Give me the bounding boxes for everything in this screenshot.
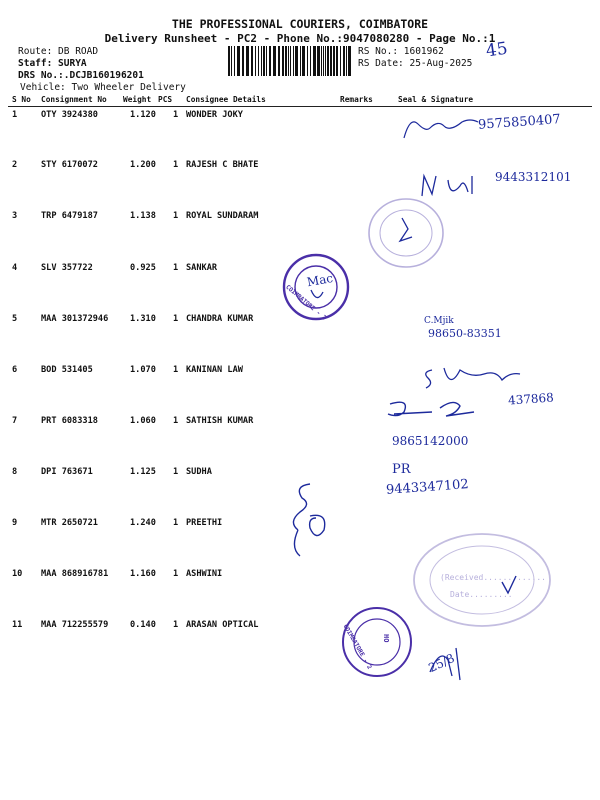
row-pcs: 1 [173,518,179,528]
svg-text:Mac: Mac [305,271,335,290]
row-consignment: BOD 531405 [41,365,93,375]
seal-row11 [340,605,414,679]
svg-text:HO: HO [382,634,390,643]
col-seal-signature: Seal & Signature [398,95,474,104]
row-pcs: 1 [173,569,179,579]
row-sno: 2 [12,160,18,170]
row-pcs: 1 [173,110,179,120]
seal-row10-received: (Received............. [440,573,546,582]
col-consignee: Consignee Details [186,95,266,104]
row-consignment: MAA 712255579 [41,620,109,630]
staff-label: Staff: SURYA [18,58,87,69]
row-consignment: MAA 301372946 [41,314,109,324]
row-weight: 1.120 [130,110,156,120]
row-consignee: RAJESH C BHATE [186,160,259,170]
row-sno: 9 [12,518,18,528]
row-sno: 6 [12,365,18,375]
row-consignee: ASHWINI [186,569,223,579]
seal-row10-date: Date......... [450,590,513,599]
signature-row2 [418,170,488,200]
row-sno: 7 [12,416,18,426]
row-weight: 1.138 [130,211,156,221]
handwritten-date-row11: 25/8 [426,650,457,676]
handwritten-phone-row5: 98650-83351 [428,327,502,340]
seal-row3 [364,193,448,273]
drs-number: DRS No.:.DCJB160196201 [18,70,144,81]
col-consignment: Consignment No [41,95,107,104]
row-consignment: MTR 2650721 [41,518,98,528]
row-consignment: SLV 357722 [41,263,93,273]
handwritten-initials-row8: PR [392,462,411,477]
row-consignee: PREETHI [186,518,223,528]
signature-row7 [384,394,494,424]
handwritten-phone-row8: 9443347102 [385,477,470,498]
seal-row4 [281,252,351,322]
row-consignee: SANKAR [186,263,218,273]
row-weight: 1.310 [130,314,156,324]
row-weight: 1.125 [130,467,156,477]
handwritten-phone-row2: 9443312101 [495,170,572,184]
row-consignee: KANINAN LAW [186,365,243,375]
row-weight: 1.160 [130,569,156,579]
runsheet-subtitle: Delivery Runsheet - PC2 - Phone No.:9047080280 - Page No.:1 [104,32,496,45]
company-title: THE PROFESSIONAL COURIERS, COIMBATORE [171,17,429,31]
row-consignee: WONDER JOKY [186,110,243,120]
row-pcs: 1 [173,365,179,375]
row-sno: 8 [12,467,18,477]
row-consignment: TRP 6479187 [41,211,98,221]
row-consignment: STY 6170072 [41,160,98,170]
row-sno: 5 [12,314,18,324]
row-consignment: OTY 3924380 [41,110,98,120]
col-sno: S No [12,95,31,104]
handwritten-number: 45 [484,38,509,62]
row-sno: 3 [12,211,18,221]
row-pcs: 1 [173,620,179,630]
row-consignee: SATHISH KUMAR [186,416,254,426]
row-weight: 1.200 [130,160,156,170]
seal-row11-text: COIMBATORE - 2 [341,623,373,671]
row-sno: 1 [12,110,18,120]
col-remarks: Remarks [340,95,373,104]
row-consignment: DPI 763671 [41,467,93,477]
row-pcs: 1 [173,160,179,170]
row-consignment: MAA 868916781 [41,569,109,579]
header-divider [8,106,592,107]
signature-row5: C.Mjik [424,316,454,326]
seal-row10 [412,530,552,630]
signature-row1 [400,110,490,144]
barcode [228,46,354,76]
handwritten-phone-row1: 9575850407 [477,112,562,133]
seal-row4-text: COIMBATORE - 2 [284,283,328,322]
row-consignee: CHANDRA KUMAR [186,314,254,324]
row-weight: 1.240 [130,518,156,528]
rs-number: RS No.: 1601962 [358,46,444,57]
row-pcs: 1 [173,416,179,426]
signature-row6 [420,362,530,392]
col-pcs: PCS [158,95,173,104]
route-label: Route: DB ROAD [18,46,99,57]
vehicle-label: Vehicle: Two Wheeler Delivery [20,82,186,93]
row-sno: 10 [12,569,23,579]
row-consignee: ROYAL SUNDARAM [186,211,259,221]
row-sno: 11 [12,620,23,630]
row-consignment: PRT 6083318 [41,416,98,426]
row-consignee: SUDHA [186,467,212,477]
row-sno: 4 [12,263,18,273]
row-consignee: ARASAN OPTICAL [186,620,259,630]
handwritten-phone-row7: 9865142000 [392,434,469,448]
col-weight: Weight [123,95,152,104]
row-pcs: 1 [173,211,179,221]
row-weight: 1.070 [130,365,156,375]
row-pcs: 1 [173,314,179,324]
row-weight: 1.060 [130,416,156,426]
row-weight: 0.925 [130,263,156,273]
handwritten-phone-row6: 437868 [507,390,555,408]
row-pcs: 1 [173,467,179,477]
signature-row9 [284,478,334,560]
row-pcs: 1 [173,263,179,273]
row-weight: 0.140 [130,620,156,630]
rs-date: RS Date: 25-Aug-2025 [358,58,473,69]
